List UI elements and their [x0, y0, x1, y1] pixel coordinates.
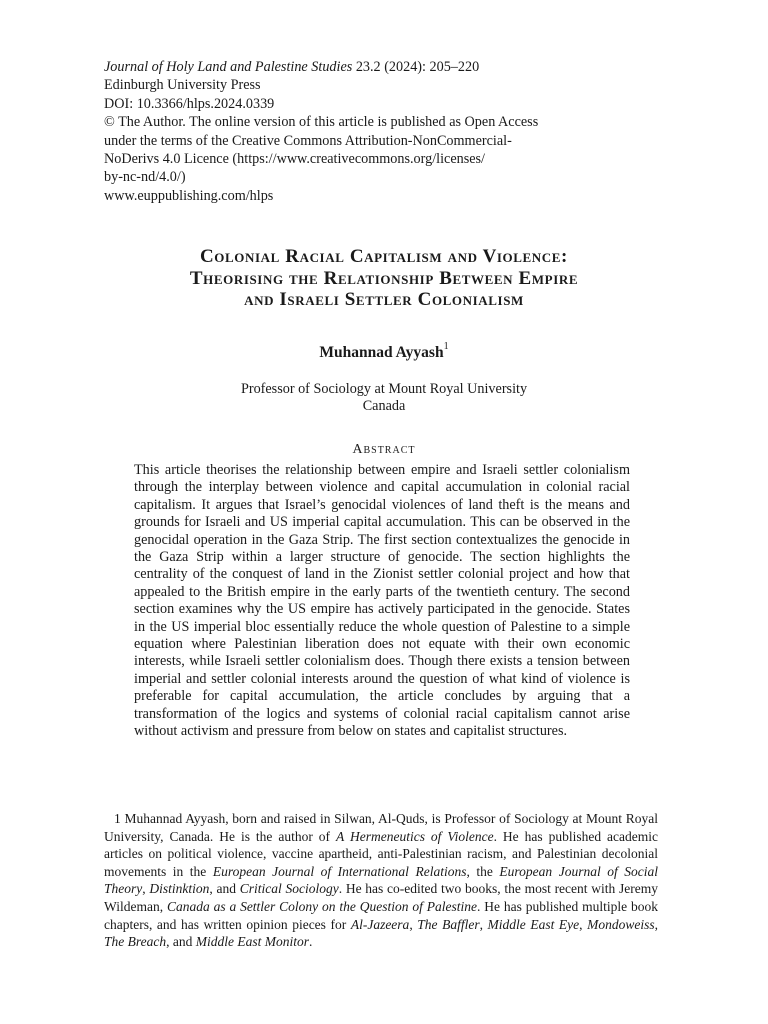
title-line: Colonial Racial Capitalism and Violence:: [199, 246, 568, 267]
abstract-body: This article theorises the relationship between empire and Israeli settler colonialism through the interplay between violence and capital accumulation in colonial racial capitalism. It argues that Israel’s genocidal violences of land theft is the means and grounds for Israeli and US imperial capital accumulation. This can be observed in the genocidal operation in the Gaza Strip. The first section contextualizes the genocide in the Gaza Strip within a larger structure of genocide. The section highlights the centrality of the conquest of land in the Zionist settler colonial project and how that appealed to the British empire in the early parts of the twentieth century. The second section examines why the US empire has actively participated in the genocide. States in the US imperial bloc essentially reduce the whole question of Palestine to a simple equation where Palestinian liberation does not equate with their own economic interests, while Israeli settler colonialism does. Though there exists a tension between imperial and settler colonial interests around the question of what kind of violence is preferable for capital accumulation, the article concludes by arguing that a transformation of the logics and systems of colonial racial capitalism cannot arise without activism and pressure from below on states and capitalist structures.: [134, 462, 630, 740]
title-line: and Israeli Settler Colonialism: [244, 289, 524, 310]
footnote-text: ,: [479, 916, 488, 932]
publication-metadata: [104, 58, 664, 205]
footnote-text: , and: [166, 934, 196, 950]
footnote-cited-title: Critical Sociology: [239, 881, 339, 897]
footnote-text: .: [308, 934, 313, 950]
doi[interactable]: DOI: 10.3366/hlps.2024.0339: [104, 95, 275, 112]
footnote-cited-title: European Journal of International Relations: [212, 863, 467, 879]
affiliation-line: Canada: [362, 398, 406, 415]
footnote-cited-title: Middle East Monitor: [195, 934, 309, 950]
footnote-cited-title: Al-Jazeera: [350, 916, 410, 932]
footnote-text: 1 Muhannad Ayyash, born and raised in Silwan, Al-Quds, is Professor of Sociology at Mount Royal University, Canada. He is the author of: [104, 811, 658, 844]
affiliation-line: Professor of Sociology at Mount Royal University: [240, 381, 528, 397]
footnote-text: ,: [142, 881, 150, 897]
publisher: Edinburgh University Press: [104, 77, 261, 94]
footnote-text: ,: [579, 916, 588, 932]
footnote-text: ,: [409, 916, 418, 932]
footnote-text: , and: [209, 881, 240, 897]
footnote-text: . He has published multiple book chapters, and has written opinion pieces for: [104, 898, 658, 932]
footnote-cited-title: Mondoweiss: [587, 916, 655, 932]
journal-citation: [104, 58, 664, 76]
journal-volume-pages: 23.2 (2024): 205–220: [352, 59, 480, 75]
footnote-text: . He has published academic articles on political violence, vaccine apartheid, anti-Palestinian racism, and Palestinian decolonial movements in the: [104, 828, 658, 879]
footnote-cited-title: A Hermeneutics of Violence: [336, 828, 494, 844]
footnote-text: . He has co-edited two books, the most recent with Jeremy Wildeman,: [104, 881, 658, 914]
footnote-text: ,: [654, 916, 658, 932]
publisher-website-link[interactable]: www.euppublishing.com/hlps: [104, 187, 274, 204]
footnote-text: , the: [466, 863, 500, 879]
author-name-line: [0, 343, 768, 362]
license-line[interactable]: NoDerivs 4.0 Licence (https://www.creativecommons.org/licenses/: [104, 151, 485, 168]
journal-name: Journal of Holy Land and Palestine Studies: [104, 59, 353, 75]
license-line[interactable]: by-nc-nd/4.0/): [104, 169, 186, 186]
footnote-cited-title: Canada as a Settler Colony on the Question of Palestine: [166, 898, 478, 914]
license-line: under the terms of the Creative Commons Attribution-NonCommercial-: [104, 132, 512, 149]
author-name: Muhannad Ayyash: [319, 344, 444, 362]
footnote-cited-title: The Breach: [104, 934, 167, 950]
license-line: © The Author. The online version of this article is published as Open Access: [104, 114, 539, 131]
footnote-cited-title: Distinktion: [149, 881, 210, 897]
footnote-marker[interactable]: 1: [443, 341, 449, 352]
footnote-cited-title: European Journal of Social Theory: [104, 863, 659, 897]
author-footnote: [104, 810, 658, 951]
author-affiliation: [0, 381, 768, 416]
footnote-cited-title: The Baffler: [417, 916, 480, 932]
article-title: [84, 246, 684, 311]
abstract-heading: Abstract: [352, 441, 416, 456]
title-line: Theorising the Relationship Between Empire: [189, 267, 579, 289]
footnote-cited-title: Middle East Eye: [487, 916, 580, 932]
